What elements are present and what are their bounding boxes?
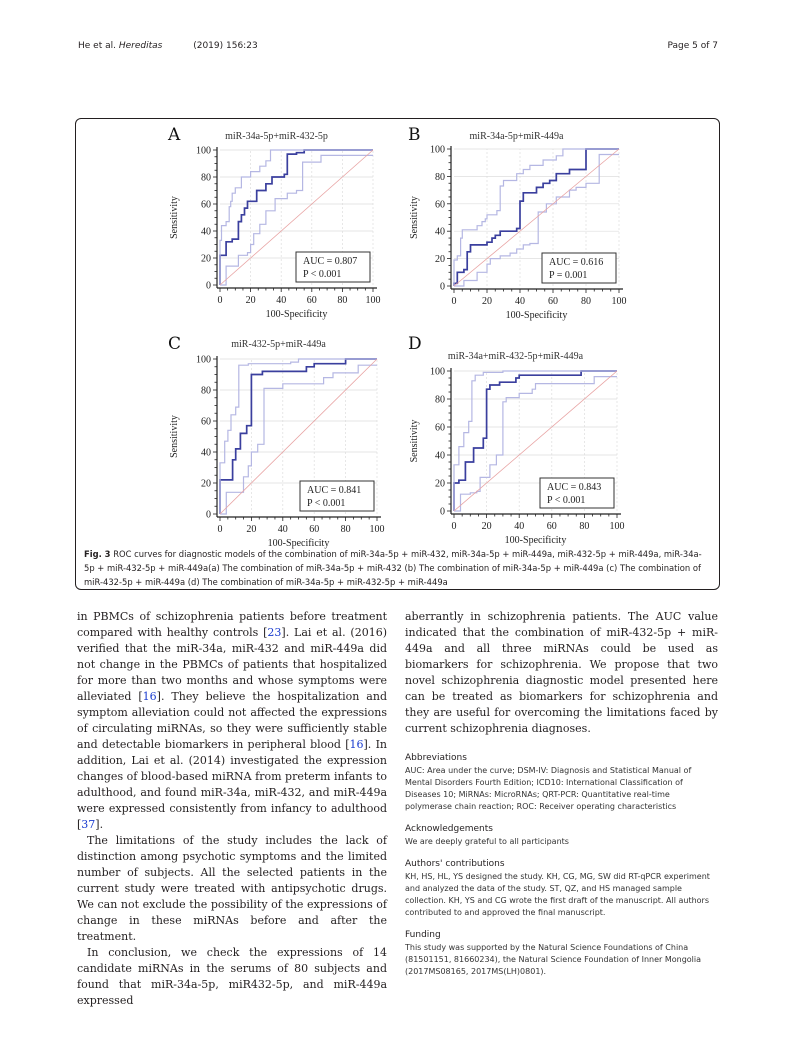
header-citation: (2019) 156:23 <box>193 41 258 51</box>
x-axis-label: 100-Specificity <box>265 309 328 320</box>
panel-title: miR-34a-5p+miR-432-5p <box>225 131 328 142</box>
section-acknowledgements <box>405 823 718 848</box>
section-heading: Abbreviations <box>405 753 467 763</box>
x-tick-label: 60 <box>306 295 317 306</box>
y-tick-label: 0 <box>206 509 211 521</box>
x-tick-label: 40 <box>514 521 525 532</box>
x-tick-label: 40 <box>277 524 288 535</box>
y-tick-label: 40 <box>435 450 445 462</box>
x-tick-label: 80 <box>579 521 590 532</box>
y-tick-label: 80 <box>201 172 211 184</box>
x-tick-label: 20 <box>246 524 257 535</box>
y-tick-label: 20 <box>435 254 445 266</box>
paragraph-discussion <box>77 609 387 833</box>
section-body: This study was supported by the Natural Science Foundations of China (81501151, 81660234), the Natural Science Foundation of Inner Mongolia (2017MS08165, 2017MS(LH)0801). <box>405 943 702 976</box>
y-tick-label: 0 <box>440 281 445 293</box>
reference-link[interactable]: 16 <box>349 738 364 751</box>
page-number: Page 5 of 7 <box>667 41 718 51</box>
y-tick-label: 80 <box>435 171 445 183</box>
y-tick-label: 20 <box>201 478 211 490</box>
x-tick-label: 0 <box>217 295 223 306</box>
section-body: AUC: Area under the curve; DSM-IV: Diagnosis and Statistical Manual of Mental Disorders Fourth Edition; ICD10: International Classification of Diseases 10; MiRNAs: MicroRNAs; QRT-PCR: Quantitative real-time polymerase chain reaction; ROC: Receiver operating characteristics <box>405 766 692 811</box>
section-heading: Authors' contributions <box>405 859 505 869</box>
y-tick-label: 40 <box>201 226 211 238</box>
panel-letter: D <box>408 334 422 354</box>
y-tick-label: 60 <box>435 422 445 434</box>
text-run: ]. <box>95 818 104 831</box>
panel-title: miR-34a-5p+miR-449a <box>469 131 564 142</box>
x-tick-label: 100 <box>365 295 381 306</box>
x-axis-label: 100-Specificity <box>504 535 567 546</box>
figure-label: Fig. 3 <box>84 549 111 559</box>
backmatter <box>405 752 718 988</box>
panel-letter: A <box>168 125 181 145</box>
reference-link[interactable]: 16 <box>142 690 157 703</box>
figure-caption-text: ROC curves for diagnostic models of the combination of miR-34a-5p + miR-432, miR-34a-5p + miR-449a, miR-432-5p + miR-449a, miR-34a-5p + miR-432-5p + miR-449a(a) The combination of miR-34a-5p + miR-432 (b) The combination of miR-34a-5p + miR-449a (c) The combination of miR-432-5p + miR-449a (d) The combination of miR-34a-5p + miR-432-5p + miR-449a <box>84 549 702 587</box>
text-run: ]. They believe the hospitalization and symptom alleviation could not affected the expressions of circulating miRNAs, so they were sufficiently stable and detectable biomarkers in peripheral blood [ <box>77 690 387 751</box>
roc-panel-d <box>404 329 644 546</box>
y-tick-label: 100 <box>430 366 445 378</box>
x-axis-label: 100-Specificity <box>267 538 330 549</box>
section-heading: Acknowledgements <box>405 824 493 834</box>
x-tick-label: 0 <box>451 296 457 307</box>
p-value: P < 0.001 <box>307 498 346 509</box>
y-tick-label: 0 <box>206 280 211 292</box>
panel-title: miR-34a+miR-432-5p+miR-449a <box>447 351 584 362</box>
roc-panel-a <box>164 122 394 322</box>
text-run: ]. In addition, Lai et al. (2014) investigated the expression changes of blood-based miRNA from preterm infants to adulthood, and found miR-34a, miR-432, and miR-449a were expressed consistently from infancy to adulthood [ <box>77 738 387 831</box>
p-value: P < 0.001 <box>303 269 342 280</box>
x-tick-label: 0 <box>451 521 457 532</box>
x-tick-label: 60 <box>546 521 557 532</box>
section-body: KH, HS, HL, YS designed the study. KH, CG, MG, SW did RT-qPCR experiment and analyzed the data of the study. ST, QZ, and HS managed sample collection. KH, YS and CG wrote the first draft of the manuscript. All authors contributed to and approved the final manuscript. <box>405 872 710 917</box>
header-journal: Hereditas <box>118 41 163 51</box>
y-axis-label: Sensitivity <box>169 415 180 458</box>
auc-value: AUC = 0.616 <box>549 257 604 268</box>
y-tick-label: 0 <box>440 506 445 518</box>
x-tick-label: 60 <box>309 524 320 535</box>
y-tick-label: 40 <box>201 447 211 459</box>
y-tick-label: 80 <box>201 385 211 397</box>
y-tick-label: 20 <box>435 478 445 490</box>
y-tick-label: 80 <box>435 394 445 406</box>
header-authors: He et al. <box>78 41 116 51</box>
section-abbreviations <box>405 752 718 813</box>
x-tick-label: 40 <box>515 296 525 307</box>
text-run: ]. Lai et al. (2016) verified that the miR-34a, miR-432 and miR-449a did not change in the PBMCs of patients that hospitalized for more than two months and whose symptoms were alleviated [ <box>77 626 387 703</box>
x-tick-label: 80 <box>581 296 591 307</box>
figure-caption <box>84 547 712 589</box>
y-tick-label: 100 <box>196 145 211 157</box>
x-tick-label: 100 <box>611 296 627 307</box>
panel-letter: C <box>168 334 182 354</box>
section-authors-contributions <box>405 858 718 919</box>
body-column-right <box>405 609 718 737</box>
panel-letter: B <box>408 125 421 145</box>
y-tick-label: 100 <box>430 144 445 156</box>
y-axis-label: Sensitivity <box>169 196 180 239</box>
paragraph-limitations: The limitations of the study includes the lack of distinction among psychotic symptoms and the limited number of subjects. All the selected patients in the current study were treated with antipsychotic drugs. We can not exclude the possibility of the expressions of change in these miRNAs before and after the treatment. <box>77 834 387 943</box>
roc-panel-c <box>164 329 394 549</box>
paragraph-conclusion: In conclusion, we check the expressions of 14 candidate miRNAs in the serums of 80 subjects and found that miR-34a-5p, miR432-5p, and miR-449a expressed <box>77 946 387 1007</box>
x-tick-label: 80 <box>340 524 351 535</box>
body-column-left <box>77 609 387 1009</box>
x-tick-label: 40 <box>276 295 287 306</box>
p-value: P = 0.001 <box>549 270 588 281</box>
auc-value: AUC = 0.807 <box>303 256 358 267</box>
x-tick-label: 100 <box>609 521 625 532</box>
x-tick-label: 100 <box>369 524 385 535</box>
roc-panel-b <box>404 122 644 322</box>
p-value: P < 0.001 <box>547 495 586 506</box>
auc-value: AUC = 0.841 <box>307 485 362 496</box>
y-tick-label: 60 <box>201 199 211 211</box>
x-tick-label: 20 <box>482 296 492 307</box>
x-tick-label: 0 <box>217 524 223 535</box>
x-tick-label: 20 <box>481 521 492 532</box>
section-funding <box>405 929 718 978</box>
x-tick-label: 20 <box>245 295 256 306</box>
y-tick-label: 60 <box>201 416 211 428</box>
y-tick-label: 100 <box>196 354 211 366</box>
y-tick-label: 40 <box>435 226 445 238</box>
section-body: We are deeply grateful to all participants <box>405 837 569 846</box>
y-axis-label: Sensitivity <box>409 196 420 239</box>
paragraph-conclusion-continued: aberrantly in schizophrenia patients. The AUC value indicated that the combination of miR-432-5p + miR-449a and all three miRNAs could be used as biomarkers for schizophrenia. We propose that two novel schizophrenia diagnostic model presented here can be treated as biomarkers for schizophrenia and they are useful for overcoming the limitations faced by current schizophrenia diagnoses. <box>405 610 718 735</box>
figure-3 <box>75 118 720 590</box>
x-axis-label: 100-Specificity <box>505 310 568 321</box>
x-tick-label: 80 <box>337 295 348 306</box>
auc-value: AUC = 0.843 <box>547 482 602 493</box>
y-tick-label: 20 <box>201 253 211 265</box>
y-axis-label: Sensitivity <box>409 419 420 463</box>
y-tick-label: 60 <box>435 199 445 211</box>
x-tick-label: 60 <box>548 296 558 307</box>
running-head <box>78 41 258 51</box>
panel-title: miR-432-5p+miR-449a <box>231 339 326 350</box>
text-run: in PBMCs of schizophrenia patients before treatment compared with healthy controls [ <box>77 610 387 639</box>
reference-link[interactable]: 37 <box>81 818 96 831</box>
reference-link[interactable]: 23 <box>267 626 282 639</box>
section-heading: Funding <box>405 930 441 940</box>
